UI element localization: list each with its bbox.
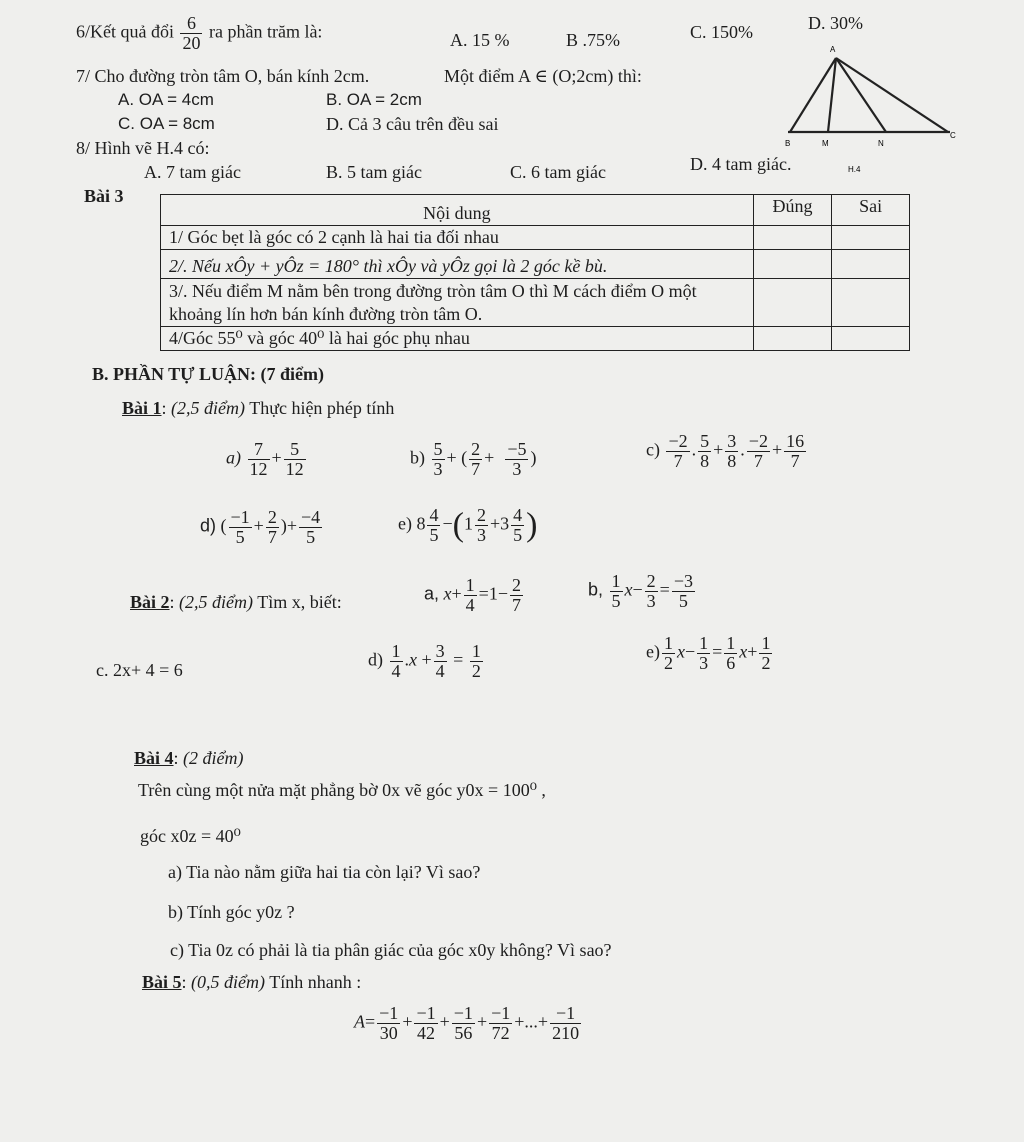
bai2-c: c. 2x+ 4 = 6	[96, 660, 183, 680]
row-3-false-cell[interactable]	[832, 279, 910, 327]
bai5-label: Bài 5	[142, 972, 182, 992]
segment-an	[836, 58, 886, 132]
q7-option-a: A. OA = 4cm	[118, 90, 214, 109]
table-row	[161, 279, 910, 327]
bai1-points: (2,5 điểm)	[171, 398, 246, 418]
q8-option-c: C. 6 tam giác	[510, 162, 606, 182]
q8-option-d: D. 4 tam giác.	[690, 154, 792, 174]
table-row	[161, 250, 910, 279]
part-b-title: B. PHẦN TỰ LUẬN: (7 điểm)	[92, 364, 324, 384]
bai4-question-b: b) Tính góc y0z ?	[168, 902, 295, 922]
bai1-e: e) 8 $\frac{4}{5}$ −(1 $\frac{2}{3}$ +3 $\frac{4}{5}$ )	[398, 505, 538, 545]
row-4-true-cell[interactable]	[753, 327, 831, 351]
table-row	[161, 327, 910, 351]
label-n: N	[878, 139, 884, 148]
bai4-line2: góc x0z = 40⁰	[140, 826, 241, 846]
q6-option-a: A. 15 %	[450, 30, 510, 50]
q6-suffix: ra phần trăm là:	[208, 21, 323, 42]
q6-prefix: 6/Kết quả đổi	[76, 21, 174, 42]
bai2-task: Tìm x, biết:	[257, 592, 342, 612]
bai1-label: Bài 1	[122, 398, 162, 418]
bai2-b: b, $\frac{1}{5}$ x− $\frac{2}{3}$ = $\frac{-3}{5}$	[588, 571, 693, 611]
row-1-content: 1/ Góc bẹt là góc có 2 cạnh là hai tia đối nhau	[161, 226, 754, 250]
bai5-points: (0,5 điểm)	[191, 972, 266, 992]
q6-row	[76, 14, 322, 53]
bai1-b: b) $\frac{5}{3}$ + ( $\frac{2}{7}$ + $\frac{-5}{3}$ )	[410, 439, 537, 479]
q7-option-c: C. OA = 8cm	[118, 114, 215, 133]
label-m: M	[822, 139, 829, 148]
row-2-true-cell[interactable]	[753, 250, 831, 279]
q8-option-a: A. 7 tam giác	[144, 162, 241, 182]
triangle-figure	[770, 38, 970, 178]
bai2-d: d) $\frac{1}{4}$ .x + $\frac{3}{4}$ = $\frac{1}{2}$	[368, 641, 481, 681]
bai1-task: Thực hiện phép tính	[249, 398, 395, 418]
bai3-label: Bài 3	[84, 186, 124, 206]
bai1-heading: Bài 1: (2,5 điểm) Thực hiện phép tính	[122, 398, 395, 418]
bai4-line1: Trên cùng một nửa mặt phẳng bờ 0x vẽ góc y0x = 100⁰ ,	[138, 780, 546, 800]
header-true: Đúng	[753, 195, 831, 226]
label-b: B	[785, 139, 791, 148]
q6-option-b: B .75%	[566, 30, 620, 50]
q6-fraction: $\frac{6}{20}$	[182, 13, 201, 53]
figure-caption: H.4	[848, 165, 861, 174]
bai2-heading: Bài 2: (2,5 điểm) Tìm x, biết:	[130, 592, 342, 612]
row-4-content: 4/Góc 55⁰ và góc 40⁰ là hai góc phụ nhau	[161, 327, 754, 351]
bai5-task: Tính nhanh :	[269, 972, 362, 992]
table-row	[161, 226, 910, 250]
q8-option-b: B. 5 tam giác	[326, 162, 422, 182]
row-1-false-cell[interactable]	[832, 226, 910, 250]
q6-option-c: C. 150%	[690, 22, 753, 42]
header-content: Nội dung	[161, 195, 754, 226]
bai1-a: a) $\frac{7}{12}$ + $\frac{5}{12}$	[226, 439, 304, 479]
bai5-expression: A= $\frac{-1}{30}$ + $\frac{-1}{42}$ + $\frac{-1}{56}$ + $\frac{-1}{72}$ +...+ $\frac{-1}{210}$	[354, 1003, 580, 1043]
bai2-points: (2,5 điểm)	[179, 592, 254, 612]
bai1-c: c) $\frac{-2}{7}$ . $\frac{5}{8}$ + $\frac{3}{8}$ . $\frac{-2}{7}$ + $\frac{16}{7}$	[646, 431, 805, 471]
q7-point-text: Một điểm A ∈ (O;2cm) thì:	[444, 66, 642, 86]
row-3-content: 3/. Nếu điểm M nằm bên trong đường tròn tâm O thì M cách điểm O một khoảng lín hơn bán kính đường tròn tâm O.	[161, 279, 754, 327]
label-c: C	[950, 131, 956, 140]
bai2-label: Bài 2	[130, 592, 170, 612]
bai5-heading: Bài 5: (0,5 điểm) Tính nhanh :	[142, 972, 362, 992]
segment-ac	[836, 58, 948, 132]
bai4-question-c: c) Tia 0z có phải là tia phân giác của góc x0y không? Vì sao?	[170, 940, 612, 960]
row-4-false-cell[interactable]	[832, 327, 910, 351]
header-false: Sai	[832, 195, 910, 226]
bai4-points: (2 điểm)	[183, 748, 244, 768]
table-header-row	[161, 195, 910, 226]
bai4-question-a: a) Tia nào nằm giữa hai tia còn lại? Vì sao?	[168, 862, 481, 882]
true-false-table	[160, 194, 910, 351]
q7-option-d: D. Cả 3 câu trên đều sai	[326, 114, 499, 134]
row-2-content: 2/. Nếu xÔy + yÔz = 180° thì xÔy và yÔz gọi là 2 góc kề bù.	[161, 250, 754, 279]
bai4-heading: Bài 4: (2 điểm)	[134, 748, 244, 768]
q7-text: 7/ Cho đường tròn tâm O, bán kính 2cm.	[76, 66, 370, 86]
bai2-e: e) $\frac{1}{2}$ x− $\frac{1}{3}$ = $\frac{1}{6}$ x+ $\frac{1}{2}$	[646, 633, 771, 673]
bai4-label: Bài 4	[134, 748, 174, 768]
q8-text: 8/ Hình vẽ H.4 có:	[76, 138, 210, 158]
row-2-false-cell[interactable]	[832, 250, 910, 279]
row-1-true-cell[interactable]	[753, 226, 831, 250]
row-3-true-cell[interactable]	[753, 279, 831, 327]
bai1-d: d) ( $\frac{-1}{5}$ + $\frac{2}{7}$ )+ $\frac{-4}{5}$	[200, 507, 321, 547]
label-a: A	[830, 45, 836, 54]
bai2-a: a, x+ $\frac{1}{4}$ =1− $\frac{2}{7}$	[424, 575, 521, 615]
q7-option-b: B. OA = 2cm	[326, 90, 422, 109]
q6-option-d: D. 30%	[808, 13, 863, 33]
